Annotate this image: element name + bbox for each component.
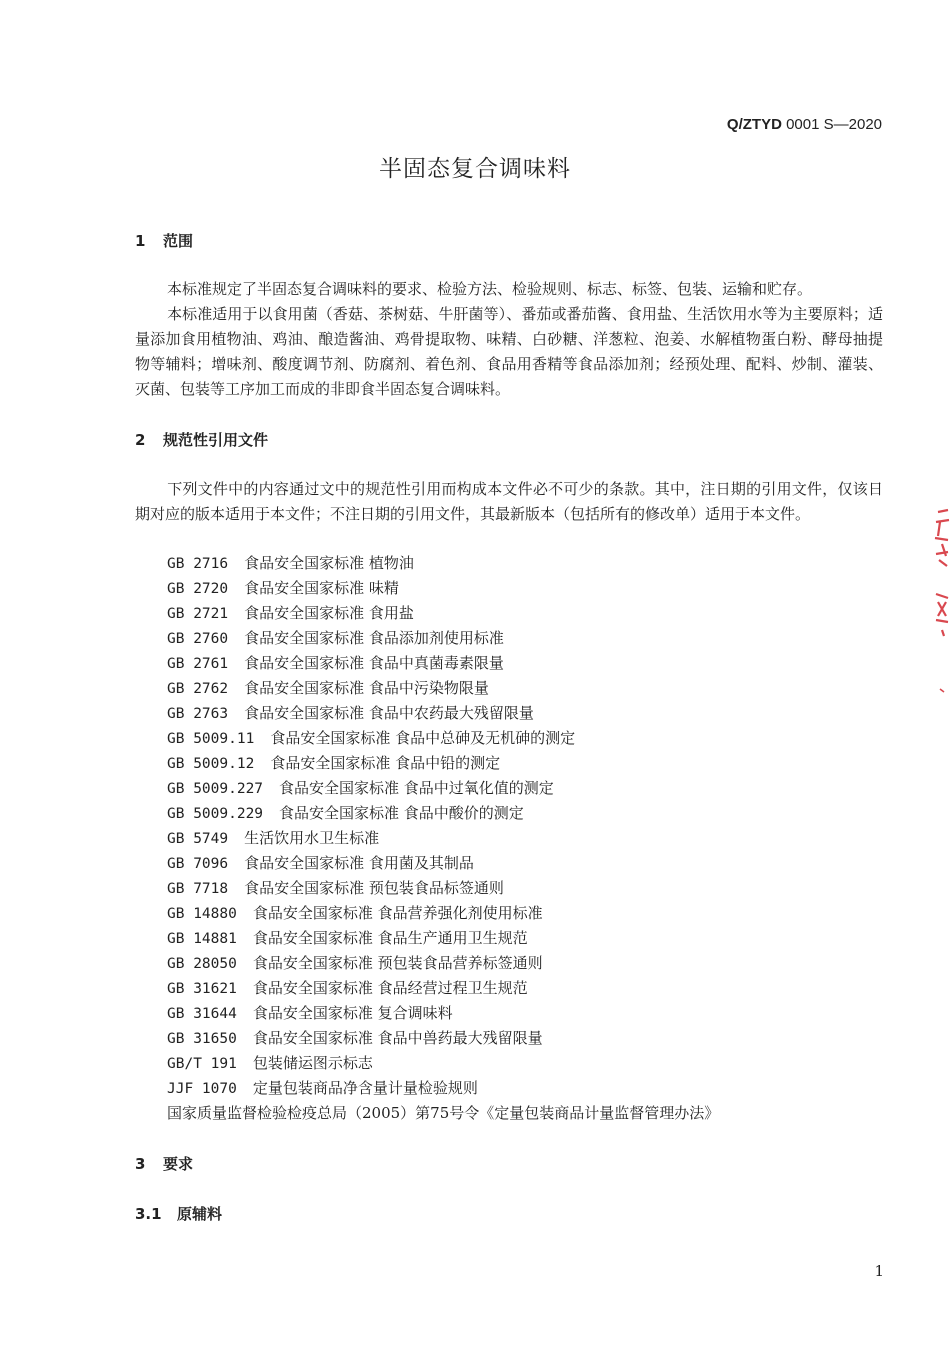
reference-item (167, 1001, 719, 1026)
reference-item (167, 1076, 719, 1101)
section-title: 规范性引用文件 (163, 431, 269, 449)
scope-text-2: 本标准适用于以食用菌（香菇、茶树菇、牛肝菌等）、番茄或番茄酱、食用盐、生活饮用水等为主要原料；适量添加食用植物油、鸡油、酿造酱油、鸡骨提取物、味精、白砂糖、洋葱粒、泡姜、水解植物蛋白粉、酵母抽提物等辅料；增味剂、酸度调节剂、防腐剂、着色剂、食品用香精等食品添加剂；经预处理、配料、炒制、灌装、灭菌、包装等工序加工而成的非即食半固态复合调味料。 (135, 305, 883, 398)
reference-title: 食品安全国家标准 复合调味料 (252, 1004, 453, 1022)
reference-code: GB 2762 (167, 681, 229, 697)
reference-item (167, 976, 719, 1001)
document-title: 半固态复合调味料 (379, 156, 571, 182)
seal-fragment-bottom (932, 686, 950, 696)
reference-item (167, 776, 719, 801)
reference-code: GB 31650 (167, 1031, 237, 1047)
reference-title: 食品安全国家标准 食品中总砷及无机砷的测定 (270, 729, 576, 747)
reference-code: GB 7718 (167, 881, 229, 897)
section-title: 要求 (163, 1155, 194, 1173)
section-number: 3.1 (135, 1205, 162, 1223)
reference-code: GB 5009.229 (167, 806, 264, 822)
scope-text-1: 本标准规定了半固态复合调味料的要求、检验方法、检验规则、标志、标签、包装、运输和贮存。 (167, 280, 813, 298)
reference-title: 食品安全国家标准 食品中兽药最大残留限量 (252, 1029, 543, 1047)
section-number: 3 (135, 1155, 146, 1173)
reference-item (167, 1051, 719, 1076)
reference-title: 食品安全国家标准 食品中酸价的测定 (279, 804, 524, 822)
reference-code: GB 5749 (167, 831, 229, 847)
reference-code: GB 31644 (167, 1006, 237, 1022)
reference-item (167, 701, 719, 726)
reference-title: 国家质量监督检验检疫总局（2005）第75号令《定量包装商品计量监督管理办法》 (167, 1104, 720, 1122)
reference-item (167, 926, 719, 951)
reference-item (167, 676, 719, 701)
section-3-heading (135, 1153, 193, 1174)
reference-item (167, 651, 719, 676)
scope-paragraph-1 (135, 277, 883, 302)
reference-code: GB 7096 (167, 856, 229, 872)
seal-fragment-middle (932, 590, 950, 640)
reference-item (167, 1026, 719, 1051)
reference-title: 食品安全国家标准 食品经营过程卫生规范 (252, 979, 528, 997)
reference-title: 食品安全国家标准 食品中铅的测定 (270, 754, 501, 772)
reference-title: 食品安全国家标准 食品中农药最大残留限量 (244, 704, 534, 722)
reference-item (167, 851, 719, 876)
section-number: 1 (135, 232, 146, 250)
reference-title: 生活饮用水卫生标准 (244, 829, 380, 847)
reference-title: 定量包装商品净含量计量检验规则 (252, 1079, 478, 1097)
reference-title: 食品安全国家标准 食品营养强化剂使用标准 (252, 904, 543, 922)
scope-paragraph-2 (135, 302, 883, 402)
reference-title: 食品安全国家标准 食品生产通用卫生规范 (252, 929, 528, 947)
reference-item (167, 801, 719, 826)
reference-item (167, 901, 719, 926)
reference-code: GB 2763 (167, 706, 229, 722)
reference-item (167, 626, 719, 651)
reference-code: GB 2716 (167, 556, 229, 572)
reference-title: 食品安全国家标准 味精 (244, 579, 399, 597)
reference-code: GB 2761 (167, 656, 229, 672)
doc-prefix: Q/ZTYD (726, 116, 782, 133)
reference-code: GB 2721 (167, 606, 229, 622)
reference-title: 食品安全国家标准 预包装食品标签通则 (244, 879, 504, 897)
reference-title: 食品安全国家标准 植物油 (244, 554, 414, 572)
seal-fragment-top (932, 508, 950, 568)
reference-title: 包装储运图示标志 (252, 1054, 373, 1072)
reference-code: GB 28050 (167, 956, 237, 972)
reference-code: JJF 1070 (167, 1081, 237, 1097)
reference-item (167, 726, 719, 751)
reference-item (167, 751, 719, 776)
references-intro-text: 下列文件中的内容通过文中的规范性引用而构成本文件必不可少的条款。其中，注日期的引用文件，仅该日期对应的版本适用于本文件；不注日期的引用文件，其最新版本（包括所有的修改单）适用于本文件。 (135, 480, 883, 523)
reference-title: 食品安全国家标准 食品中污染物限量 (244, 679, 489, 697)
reference-item (167, 1101, 719, 1126)
reference-title: 食品安全国家标准 食品中过氧化值的测定 (279, 779, 554, 797)
section-1-heading (135, 230, 193, 251)
reference-item (167, 551, 719, 576)
reference-item (167, 876, 719, 901)
reference-item (167, 576, 719, 601)
doc-number-suffix: 0001 S—2020 (781, 116, 882, 133)
reference-code: GB 14880 (167, 906, 237, 922)
section-2-heading (135, 429, 268, 450)
section-title: 原辅料 (177, 1205, 223, 1223)
section-title: 范围 (163, 232, 194, 250)
section-3-1-heading (135, 1203, 222, 1224)
reference-title: 食品安全国家标准 食品添加剂使用标准 (244, 629, 504, 647)
reference-title: 食品安全国家标准 食用菌及其制品 (244, 854, 474, 872)
reference-code: GB 31621 (167, 981, 237, 997)
reference-code: GB 5009.227 (167, 781, 264, 797)
references-intro-paragraph (135, 477, 883, 527)
reference-code: GB 5009.12 (167, 756, 255, 772)
reference-code: GB 2760 (167, 631, 229, 647)
reference-item (167, 601, 719, 626)
reference-code: GB 2720 (167, 581, 229, 597)
reference-title: 食品安全国家标准 预包装食品营养标签通则 (252, 954, 543, 972)
section-number: 2 (135, 431, 146, 449)
reference-title: 食品安全国家标准 食用盐 (244, 604, 414, 622)
references-list (167, 551, 719, 1126)
reference-item (167, 951, 719, 976)
reference-title: 食品安全国家标准 食品中真菌毒素限量 (244, 654, 504, 672)
page-number: 1 (874, 1262, 884, 1280)
reference-code: GB 14881 (167, 931, 237, 947)
reference-code: GB/T 191 (167, 1056, 237, 1072)
reference-item (167, 826, 719, 851)
reference-code: GB 5009.11 (167, 731, 255, 747)
document-number (727, 116, 882, 133)
